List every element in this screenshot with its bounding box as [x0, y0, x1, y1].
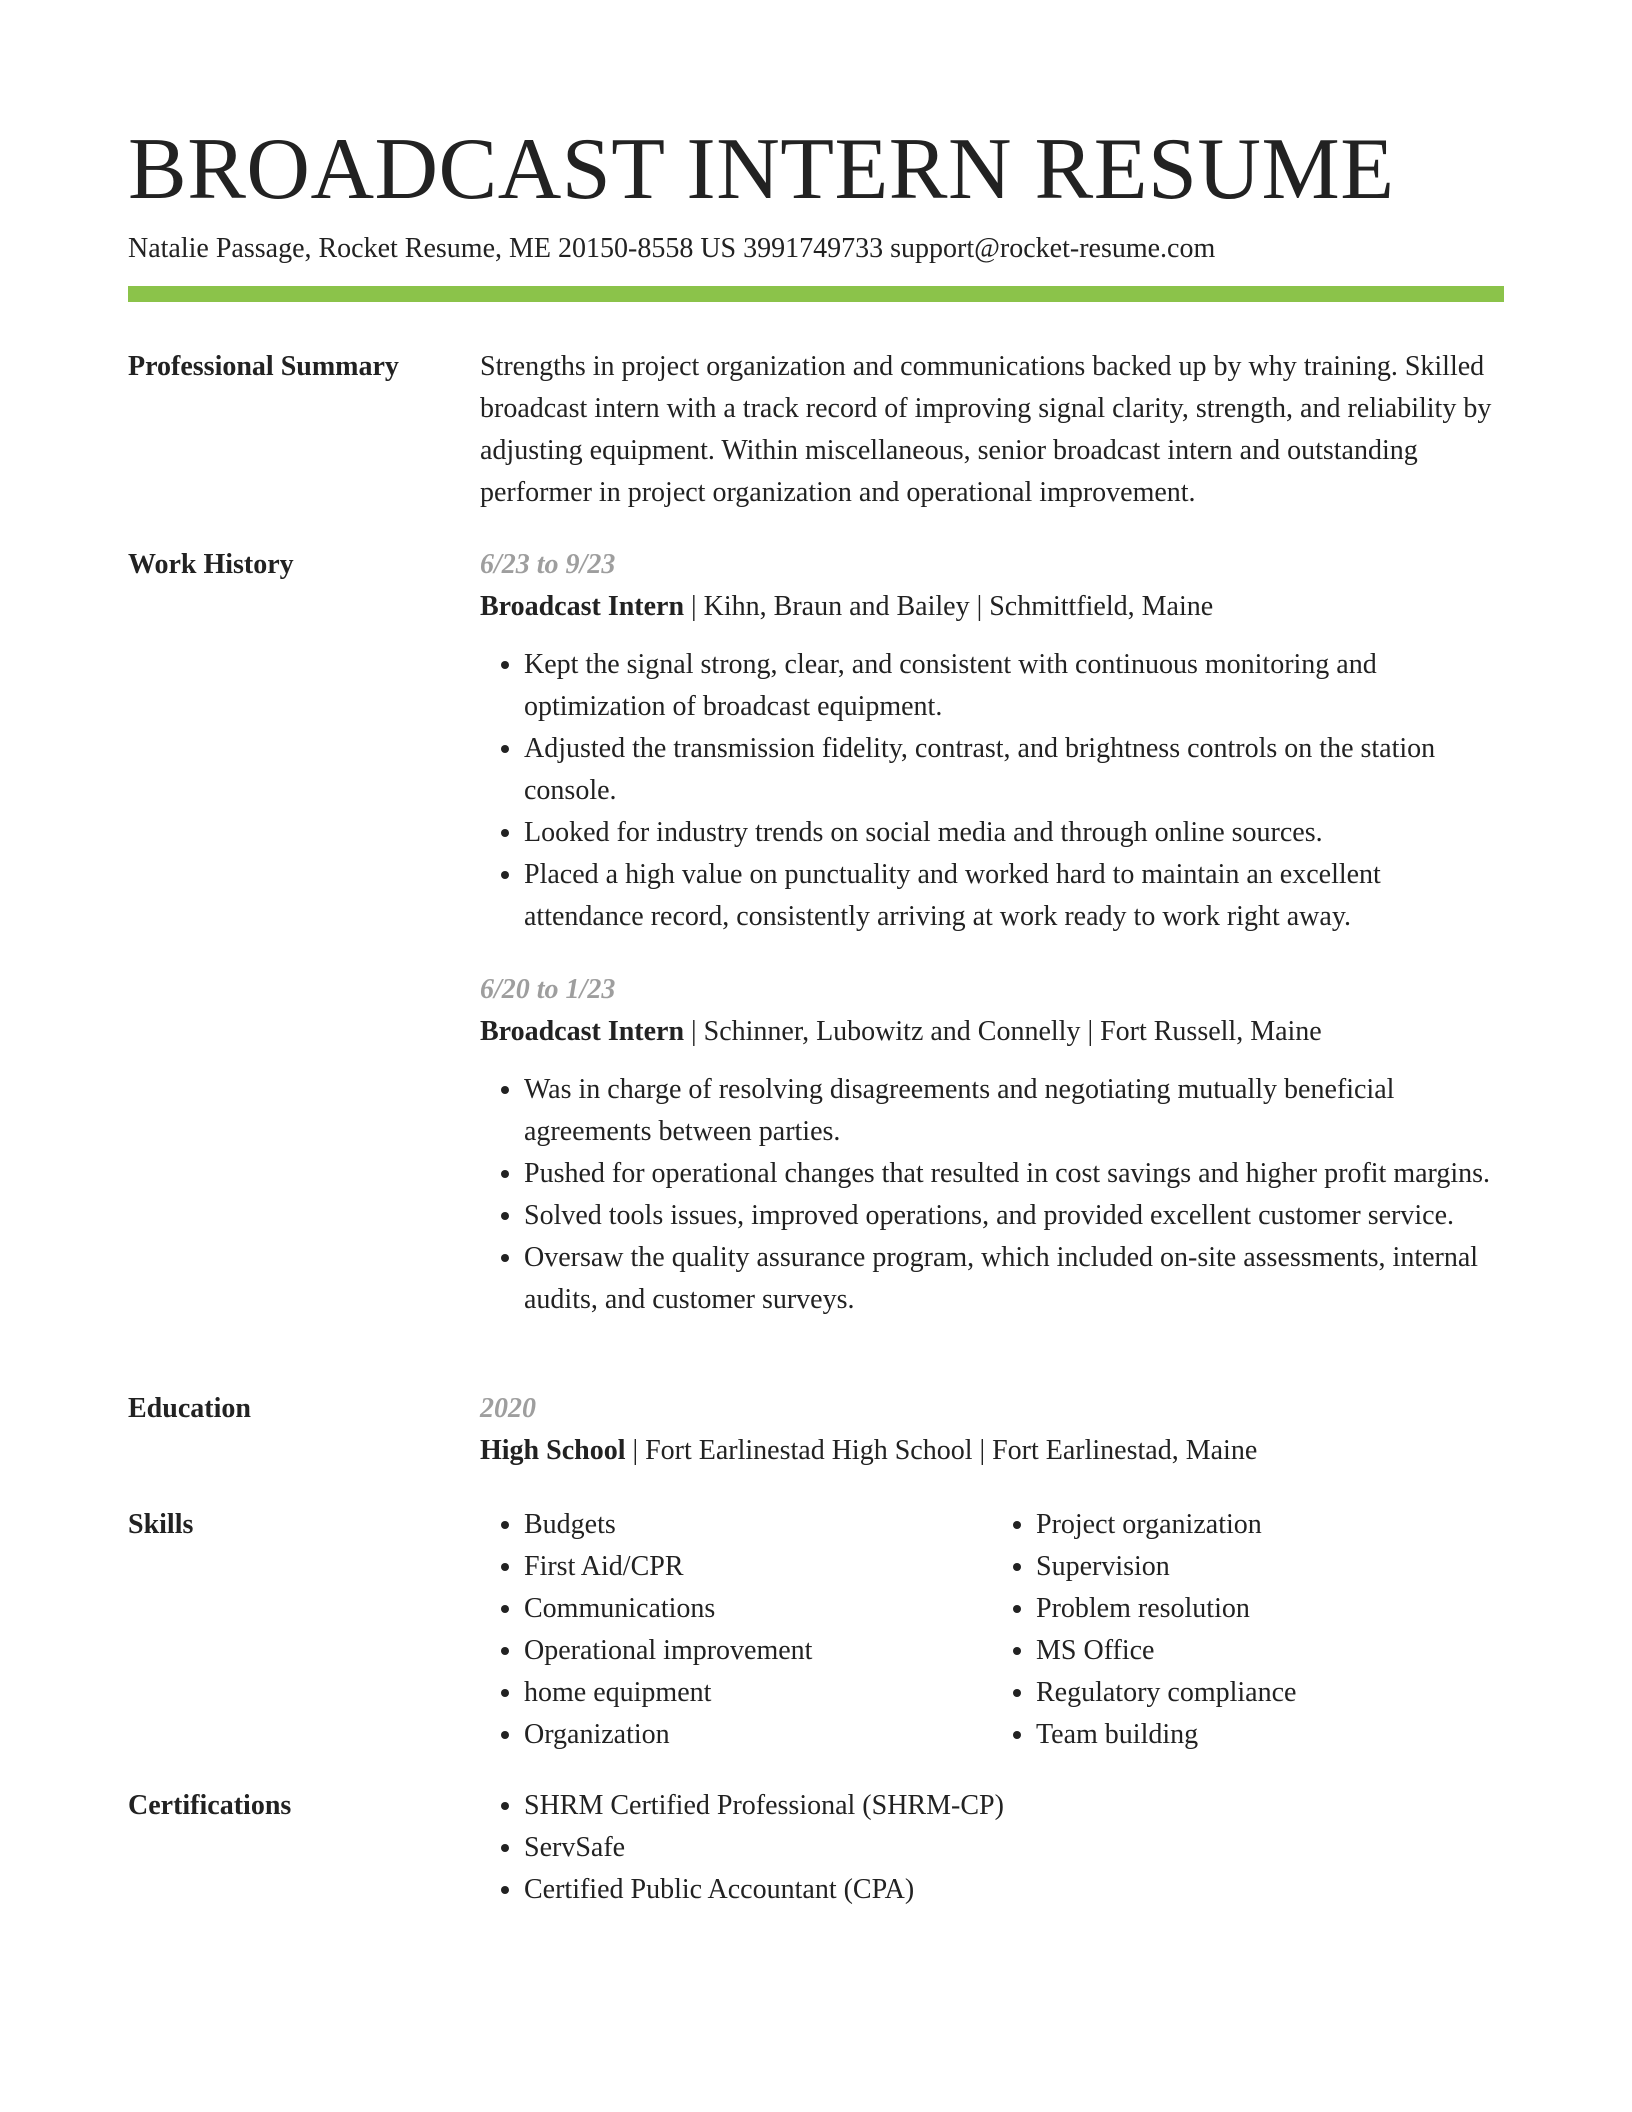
section-label-summary: Professional Summary: [128, 351, 399, 382]
skill-item: • Problem resolution: [1036, 1588, 1504, 1630]
job-role: [480, 1011, 1504, 1053]
skill-item: • Regulatory compliance: [1036, 1672, 1504, 1714]
certification-item: • ServSafe: [524, 1827, 1504, 1869]
job-entry: [480, 544, 1504, 938]
skill-item: • Communications: [524, 1588, 992, 1630]
skills-content: [480, 1504, 1504, 1756]
job-details: | Kihn, Braun and Bailey | Schmittfield, Maine: [684, 591, 1214, 622]
section-label-education: Education: [128, 1393, 251, 1424]
resume-title: BROADCAST INTERN RESUME: [128, 121, 1395, 218]
job-title: Broadcast Intern: [480, 591, 685, 622]
skill-item: • MS Office: [1036, 1630, 1504, 1672]
skill-item: • Team building: [1036, 1714, 1504, 1756]
education-date: 2020: [480, 1393, 536, 1424]
job-details: | Schinner, Lubowitz and Connelly | Fort Russell, Maine: [684, 1016, 1322, 1047]
job-bullets: [480, 644, 1504, 938]
skill-item: • Organization: [524, 1714, 992, 1756]
job-entry: [480, 969, 1504, 1321]
job-role: [480, 586, 1504, 628]
skill-item: • Project organization: [1036, 1504, 1504, 1546]
skill-item: • Budgets: [524, 1504, 992, 1546]
skill-item: • home equipment: [524, 1672, 992, 1714]
job-bullet: • Pushed for operational changes that resulted in cost savings and higher profit margins.: [524, 1153, 1504, 1195]
job-bullets: [480, 1069, 1504, 1321]
education-entry: [480, 1430, 1504, 1472]
certifications-list: [480, 1785, 1504, 1911]
section-label-skills: Skills: [128, 1509, 194, 1540]
job-bullet: • Placed a high value on punctuality and worked hard to maintain an excellent attendance record, consistently arriving at work ready to work right away.: [524, 854, 1504, 938]
certification-item: • SHRM Certified Professional (SHRM-CP): [524, 1785, 1504, 1827]
accent-divider: [128, 286, 1504, 302]
job-bullet: • Adjusted the transmission fidelity, contrast, and brightness controls on the station console.: [524, 728, 1504, 812]
summary-text: Strengths in project organization and communications backed up by why training. Skilled broadcast intern with a track record of improving signal clarity, strength, and reliability by adjusting equipment. Within miscellaneous, senior broadcast intern and outstanding performer in project organization and operational improvement.: [480, 351, 1492, 508]
skills-list-left: [480, 1504, 992, 1756]
education-degree: High School: [480, 1435, 626, 1466]
job-title: Broadcast Intern: [480, 1016, 685, 1047]
job-dates: 6/23 to 9/23: [480, 549, 616, 580]
certification-item: • Certified Public Accountant (CPA): [524, 1869, 1504, 1911]
job-bullet: • Looked for industry trends on social media and through online sources.: [524, 812, 1504, 854]
skills-list-right: [992, 1504, 1504, 1756]
job-bullet: • Kept the signal strong, clear, and consistent with continuous monitoring and optimization of broadcast equipment.: [524, 644, 1504, 728]
contact-line: Natalie Passage, Rocket Resume, ME 20150-8558 US 3991749733 support@rocket-resume.com: [128, 233, 1216, 264]
education-details: | Fort Earlinestad High School | Fort Earlinestad, Maine: [625, 1435, 1258, 1466]
job-bullet: • Oversaw the quality assurance program, which included on-site assessments, internal audits, and customer surveys.: [524, 1237, 1504, 1321]
job-bullet: • Was in charge of resolving disagreements and negotiating mutually beneficial agreements between parties.: [524, 1069, 1504, 1153]
job-dates: 6/20 to 1/23: [480, 974, 616, 1005]
section-label-certifications: Certifications: [128, 1790, 292, 1821]
skill-item: • Operational improvement: [524, 1630, 992, 1672]
skill-item: • First Aid/CPR: [524, 1546, 992, 1588]
job-bullet: • Solved tools issues, improved operations, and provided excellent customer service.: [524, 1195, 1504, 1237]
education-content: [480, 1388, 1504, 1472]
section-label-work-history: Work History: [128, 549, 294, 580]
work-history-content: [480, 544, 1504, 1321]
summary-content: [480, 346, 1504, 514]
skill-item: • Supervision: [1036, 1546, 1504, 1588]
certifications-content: [480, 1785, 1504, 1911]
